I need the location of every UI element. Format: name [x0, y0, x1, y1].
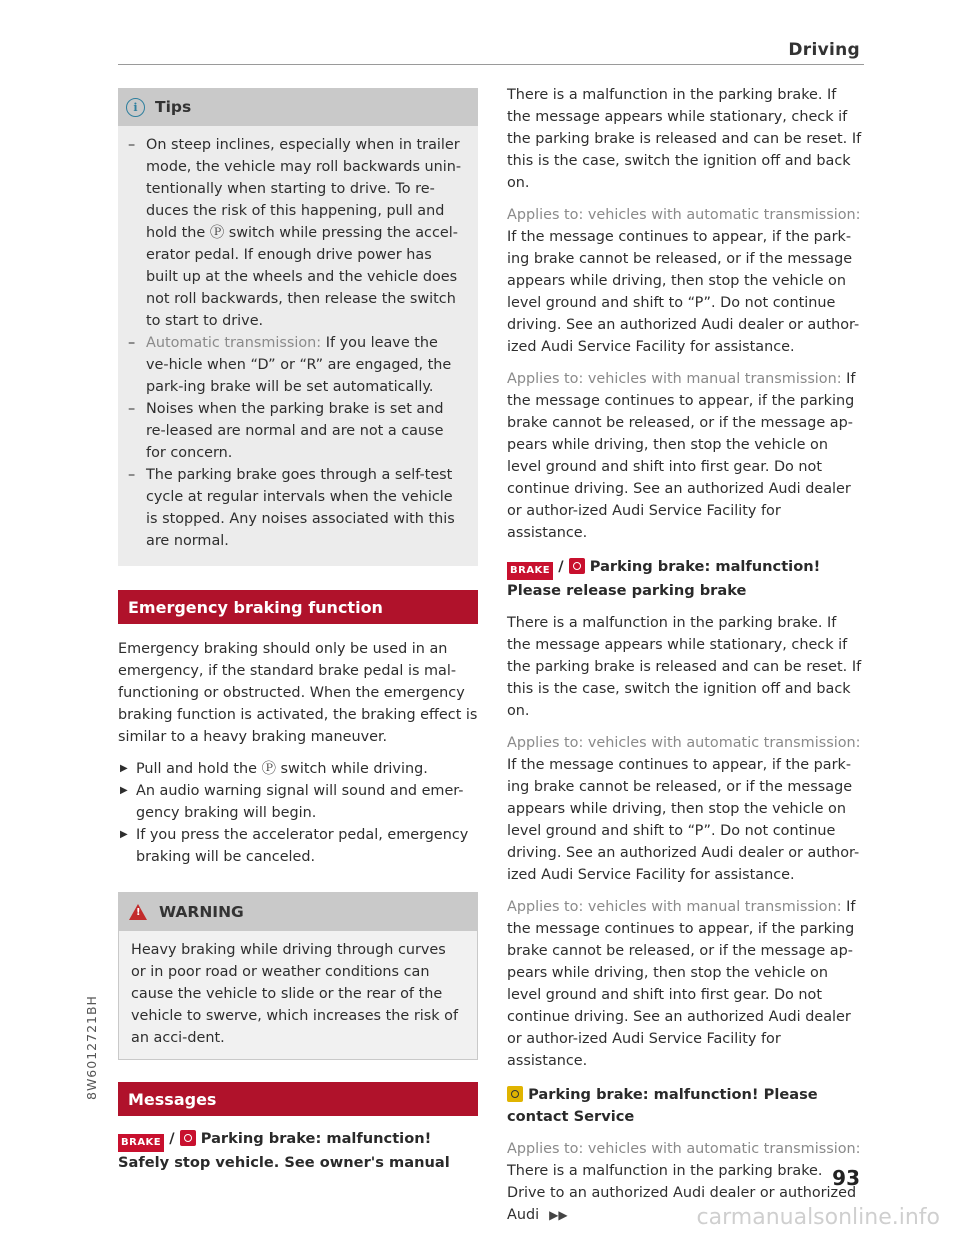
step-arrow-icon: ▶	[120, 829, 128, 840]
paragraph: Applies to: vehicles with automatic transmission: If the message continues to appear, if the park-ing brake cannot be released, or if the message appears while driving, then stop the vehicle on level ground and shift to “P”. Do not continue driving. See an authorized Audi dealer or author-ized Audi Service Facility for assistance.	[507, 207, 861, 355]
brake-warning-icon: BRAKE	[507, 562, 553, 580]
continue-arrow-icon: ▶▶	[549, 1208, 568, 1222]
page-number: 93	[832, 1166, 860, 1190]
warning-text: Heavy braking while driving through curves or in poor road or weather conditions can cause the vehicle to slide or the rear of the vehicle to swerve, which increases the risk of an acci-dent.	[131, 942, 459, 1046]
tip-item: – The parking brake goes through a self-test cycle at regular intervals when the vehicle is stopped. Any noises associated with this are normal.	[128, 467, 455, 549]
warning-title: WARNING	[159, 903, 244, 921]
parking-brake-red-icon	[180, 1130, 196, 1146]
tip-item: – Automatic transmission: If you leave the ve-hicle when “D” or “R” are engaged, the park-ing brake will be set automatically.	[128, 335, 452, 395]
step-item: ▶ Pull and hold the Ⓟ switch while driving.	[118, 758, 478, 780]
warning-header	[119, 893, 477, 931]
paragraph: There is a malfunction in the parking brake. If the message appears while stationary, check if the parking brake is released and can be reset. If this is the case, switch the ignition off and back on.	[507, 87, 862, 191]
message-heading-2: BRAKE / Parking brake: malfunction! Please release parking brake	[507, 558, 821, 599]
tips-box	[118, 88, 478, 566]
emergency-section-header: Emergency braking function	[118, 590, 478, 624]
tip-item: – On steep inclines, especially when in trailer mode, the vehicle may roll backwards unin-tentionally when starting to drive. To re-duces the risk of this happening, pull and hold the Ⓟ switch while pressing the accel-erator pedal. If enough drive power has built up at the wheels and the vehicle does not roll backwards, then release the switch to start to drive.	[128, 137, 462, 329]
step-item: ▶ An audio warning signal will sound and emer-gency braking will begin.	[118, 780, 478, 824]
warning-triangle-icon: !	[129, 904, 147, 920]
info-icon: i	[126, 98, 145, 117]
tip-item: – Noises when the parking brake is set and re-leased are normal and are not a cause for concern.	[128, 401, 444, 461]
warning-box	[118, 892, 478, 1060]
emergency-steps	[118, 758, 478, 868]
tips-header	[118, 88, 478, 126]
parking-brake-red-icon	[569, 558, 585, 574]
paragraph: Applies to: vehicles with manual transmission: If the message continues to appear, if the parking brake cannot be released, or if the message ap-pears while driving, then stop the vehicle on level ground and shift into first gear. Do not continue driving. See an authorized Audi dealer or author-ized Audi Service Facility for assistance.	[507, 371, 856, 541]
right-column	[507, 84, 863, 1226]
message-heading-3: Parking brake: malfunction! Please contact Service	[507, 1086, 818, 1125]
message-heading-1: BRAKE / Parking brake: malfunction! Safely stop vehicle. See owner's manual	[118, 1130, 450, 1171]
tips-title: Tips	[155, 98, 192, 116]
header-rule	[118, 64, 864, 65]
step-arrow-icon: ▶	[120, 785, 128, 796]
document-code: 8W6012721BH	[84, 995, 99, 1100]
messages-section-header: Messages	[118, 1082, 478, 1116]
paragraph: Applies to: vehicles with automatic transmission: If the message continues to appear, if the park-ing brake cannot be released, or if the message appears while driving, then stop the vehicle on level ground and shift to “P”. Do not continue driving. See an authorized Audi dealer or author-ized Audi Service Facility for assistance.	[507, 735, 861, 883]
step-arrow-icon: ▶	[120, 763, 128, 774]
parking-brake-yellow-icon	[507, 1086, 523, 1102]
section-title: Driving	[788, 40, 860, 60]
step-item: ▶ If you press the accelerator pedal, emergency braking will be canceled.	[118, 824, 478, 868]
paragraph: Applies to: vehicles with manual transmission: If the message continues to appear, if the parking brake cannot be released, or if the message ap-pears while driving, then stop the vehicle on level ground and shift into first gear. Do not continue driving. See an authorized Audi dealer or author-ized Audi Service Facility for assistance.	[507, 899, 856, 1069]
paragraph: Applies to: vehicles with automatic transmission: There is a malfunction in the parking brake. Drive to an authorized Audi dealer or authorized Audi ▶▶	[507, 1141, 861, 1223]
brake-warning-icon: BRAKE	[118, 1134, 164, 1152]
paragraph: There is a malfunction in the parking brake. If the message appears while stationary, check if the parking brake is released and can be reset. If this is the case, switch the ignition off and back on.	[507, 615, 862, 719]
watermark: carmanualsonline.info	[696, 1205, 940, 1230]
emergency-intro: Emergency braking should only be used in an emergency, if the standard brake pedal is mal-functioning or obstructed. When the emergency braking function is activated, the braking effect is similar to a heavy braking maneuver.	[118, 641, 478, 745]
left-column	[118, 84, 478, 1174]
